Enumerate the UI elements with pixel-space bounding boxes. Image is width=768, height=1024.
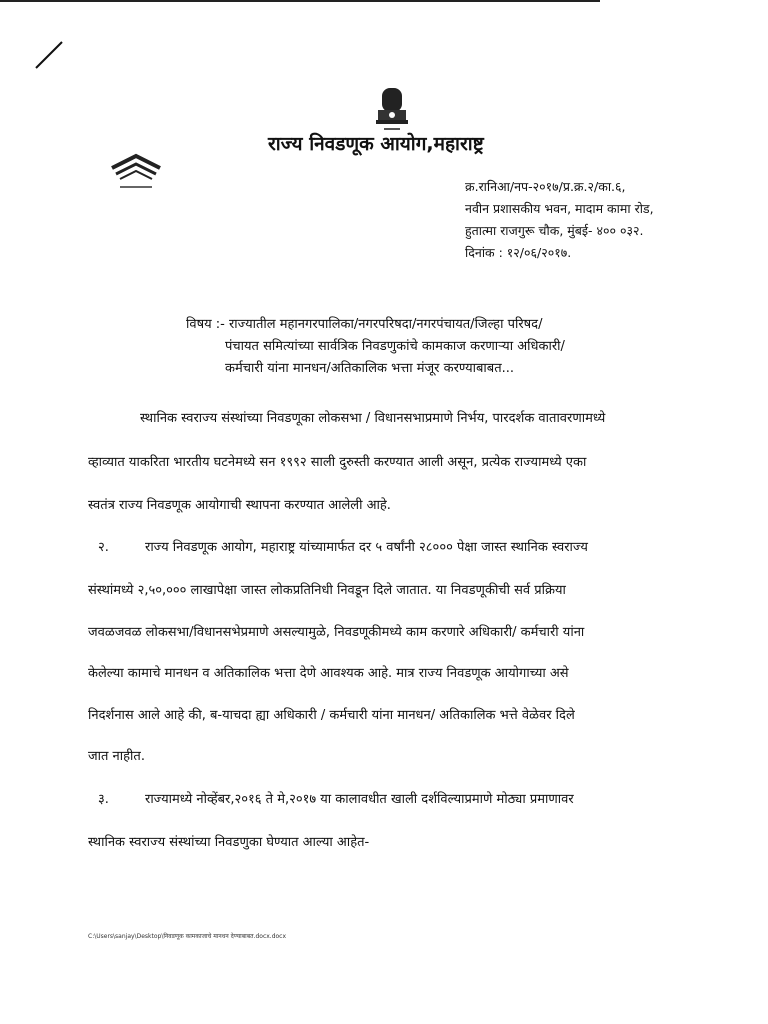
paragraph-line: व्हाव्यात याकरिता भारतीय घटनेमध्ये सन १९९२ साली दुरुस्ती करण्यात आली असून, प्रत्येक राज्यामध्ये एका — [88, 455, 587, 470]
address-line: हुतात्मा राजगुरू चौक, मुंबई- ४०० ०३२. — [465, 223, 644, 238]
address-line: नवीन प्रशासकीय भवन, मादाम कामा रोड, — [465, 201, 654, 216]
file-path-footer: C:\Users\sanjay\Desktop\निवडणूक कामकाजाचे मानधन देण्याबाबत.docx.docx — [88, 933, 287, 940]
subject-line: कर्मचारी यांना मानधन/अतिकालिक भत्ता मंजूर करण्याबाबत... — [225, 361, 515, 376]
top-rule — [0, 0, 600, 2]
paragraph-line: स्वतंत्र राज्य निवडणूक आयोगाची स्थापना करण्यात आलेली आहे. — [88, 498, 391, 513]
subject-line: पंचायत समित्यांच्या सार्वत्रिक निवडणुकांचे कामकाज करणाऱ्या अधिकारी/ — [225, 339, 565, 354]
paragraph-line: जात नाहीत. — [88, 749, 145, 764]
paragraph-line: संस्थांमध्ये २,५०,००० लाखापेक्षा जास्त लोकप्रतिनिधी निवडून दिले जातात. या निवडणूकीची सर्व प्रक्रिया — [88, 583, 566, 598]
paragraph-number: ३. — [98, 792, 109, 807]
date-line: दिनांक : १२/०६/२०१७. — [465, 245, 572, 260]
subject-line: विषय :- राज्यातील महानगरपालिका/नगरपरिषदा/नगरपंचायत/जिल्हा परिषद/ — [186, 317, 543, 332]
pen-mark — [34, 40, 64, 70]
national-emblem-icon — [372, 86, 412, 134]
reference-number: क्र.रानिआ/नप-२०१७/प्र.क्र.२/का.६, — [465, 179, 626, 194]
paragraph-line: राज्य निवडणूक आयोग, महाराष्ट्र यांच्यामार्फत दर ५ वर्षांनी २८००० पेक्षा जास्त स्थानिक स्वराज्य — [145, 540, 588, 555]
paragraph-line: स्थानिक स्वराज्य संस्थांच्या निवडणूका लोकसभा / विधानसभाप्रमाणे निर्भय, पारदर्शक वातावरणामध्ये — [140, 411, 606, 426]
commission-logo-icon — [106, 150, 166, 194]
page-title: राज्य निवडणूक आयोग,महाराष्ट्र — [268, 133, 484, 155]
paragraph-line: निदर्शनास आले आहे की, ब-याचदा ह्या अधिकारी / कर्मचारी यांना मानधन/ अतिकालिक भत्ते वेळेवर दिले — [88, 708, 575, 723]
paragraph-line: राज्यामध्ये नोव्हेंबर,२०१६ ते मे,२०१७ या कालावधीत खाली दर्शविल्याप्रमाणे मोठ्या प्रमाणावर — [145, 792, 574, 807]
paragraph-line: केलेल्या कामाचे मानधन व अतिकालिक भत्ता देणे आवश्यक आहे. मात्र राज्य निवडणूक आयोगाच्या असे — [88, 666, 569, 681]
paragraph-line: स्थानिक स्वराज्य संस्थांच्या निवडणुका घेण्यात आल्या आहेत- — [88, 835, 370, 850]
paragraph-number: २. — [98, 540, 109, 555]
paragraph-line: जवळजवळ लोकसभा/विधानसभेप्रमाणे असल्यामुळे, निवडणूकीमध्ये काम करणारे अधिकारी/ कर्मचारी यांना — [88, 625, 585, 640]
